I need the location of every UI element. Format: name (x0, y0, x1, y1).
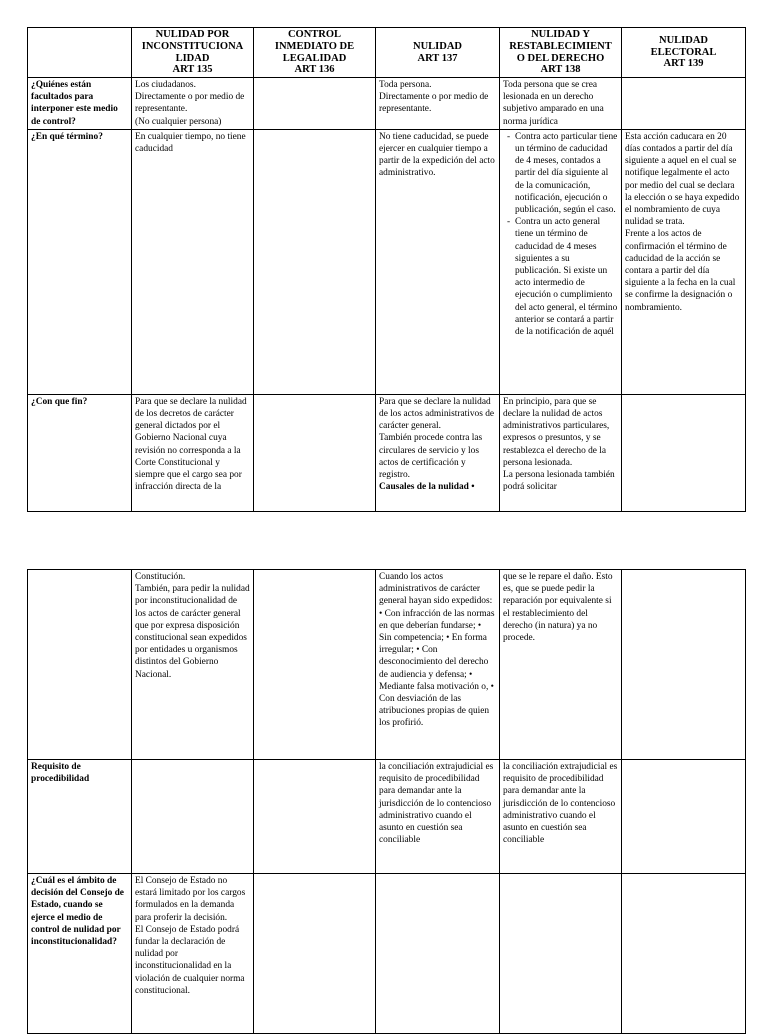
header-control-inmediato: CONTROL INMEDIATO DE LEGALIDAD ART 136 (254, 28, 376, 78)
cell-fin-c3 (376, 394, 500, 511)
cell-ambito-c1: El Consejo de Estado no estará limitado por los cargos formulados en la demanda para proferir la decisión. El Consejo de Estado podrá fundar la declaración de nulidad por inconstitucionalidad en la violación de cualquier norma constitucional. (132, 874, 254, 1034)
header-nulidad-restablecimiento: NULIDAD Y RESTABLECIMIENT O DEL DERECHO ART 138 (500, 28, 622, 78)
cell-ambito-c2 (254, 874, 376, 1034)
cell-ambito-c5 (622, 874, 746, 1034)
comparison-table-top (27, 27, 746, 512)
cell-termino-c3: No tiene caducidad, se puede ejercer en cualquier tiempo a partir de la expedición del acto administrativo. (376, 129, 500, 394)
header-nulidad-inconstitucionalidad: NULIDAD POR INCONSTITUCIONA LIDAD ART 135 (132, 28, 254, 78)
header-nulidad: NULIDAD ART 137 (376, 28, 500, 78)
list-item: - Contra un acto general tiene un término de caducidad de 4 meses siguientes a su publicación. Si existe un acto intermedio de ejecución o cumplimiento del acto general, el término anterior se contará a partir de la notificación de aquél (515, 216, 618, 338)
cell-termino-c1: En cualquier tiempo, no tiene caducidad (132, 129, 254, 394)
cell-fincont-c3: Cuando los actos administrativos de carácter general hayan sido expedidos: • Con infracción de las normas en que deberían fundarse; • Sin competencia; • En forma irregular; • Con desconocimiento del derecho de audiencia y defensa; • Mediante falsa motivación o, • Con desviación de las atribuciones propias de quien los profirió. (376, 570, 500, 760)
cell-fin-c1: Para que se declare la nulidad de los decretos de carácter general dictados por el Gobierno Nacional cuya revisión no corresponda a la Corte Constitucional y siempre que el cargo sea por infracción directa de la (132, 394, 254, 511)
cell-ambito-c3 (376, 874, 500, 1034)
row-quienes (28, 78, 746, 130)
row-label-requisito: Requisito de procedibilidad (28, 760, 132, 874)
cell-quienes-c2 (254, 78, 376, 130)
cell-requisito-c3: la conciliación extrajudicial es requisito de procedibilidad para demandar ante la jurisdicción de lo contencioso administrativo cuando el asunto en cuestión sea conciliable (376, 760, 500, 874)
cell-fincont-c1: Constitución. También, para pedir la nulidad por inconstitucionalidad de los actos de carácter general que por expresa disposición constitucional sean expedidos por entidades u organismos distintos del Gobierno Nacional. (132, 570, 254, 760)
cell-fin-c4: En principio, para que se declare la nulidad de actos administrativos particulares, expresos o presuntos, y se restablezca el derecho de la persona lesionada. La persona lesionada también podrá solicitar (500, 394, 622, 511)
row-label-quienes: ¿Quiénes están facultados para interponer este medio de control? (28, 78, 132, 130)
row-label-fin-continued (28, 570, 132, 760)
cell-requisito-c1 (132, 760, 254, 874)
cell-fincont-c5 (622, 570, 746, 760)
row-requisito (28, 760, 746, 874)
cell-ambito-c4 (500, 874, 622, 1034)
row-label-ambito: ¿Cuál es el ámbito de decisión del Consejo de Estado, cuando se ejerce el medio de control de nulidad por inconstitucionalidad? (28, 874, 132, 1034)
header-empty-cell (28, 28, 132, 78)
row-label-fin: ¿Con que fin? (28, 394, 132, 511)
header-nulidad-electoral: NULIDAD ELECTORAL ART 139 (622, 28, 746, 78)
cell-requisito-c2 (254, 760, 376, 874)
row-label-termino: ¿En qué término? (28, 129, 132, 394)
termino-list (503, 131, 618, 338)
list-item: - Contra acto particular tiene un término de caducidad de 4 meses, contados a partir del día siguiente al de la comunicación, notificación, ejecución o publicación, según el caso. (515, 131, 618, 216)
cell-fin-c2 (254, 394, 376, 511)
row-fin (28, 394, 746, 511)
cell-fincont-c2 (254, 570, 376, 760)
row-fin-continued (28, 570, 746, 760)
cell-termino-c4 (500, 129, 622, 394)
cell-termino-c5: Esta acción caducara en 20 días contados a partir del día siguiente a aquel en el cual se notifique legalmente el acto por medio del cual se declara la elección o se haya expedido el nombramiento de cuya nulidad se trata. Frente a los actos de confirmación el término de caducidad de la acción se contara a partir del día siguiente a la fecha en la cual se confirme la designación o nombramiento. (622, 129, 746, 394)
cell-termino-c2 (254, 129, 376, 394)
cell-fin-c5 (622, 394, 746, 511)
cell-quienes-c3: Toda persona. Directamente o por medio de representante. (376, 78, 500, 130)
row-ambito (28, 874, 746, 1034)
cell-requisito-c5 (622, 760, 746, 874)
comparison-table-bottom (27, 569, 746, 1034)
fin-c3-text: Para que se declare la nulidad de los actos administrativos de carácter general. También procede contra las circulares de servicio y los actos de certificación y registro. (379, 396, 495, 481)
header-row (28, 28, 746, 78)
cell-fincont-c4: que se le repare el daño. Esto es, que se puede pedir la reparación por equivalente si el restablecimiento del derecho (in natura) ya no procede. (500, 570, 622, 760)
cell-quienes-c4: Toda persona que se crea lesionada en un derecho subjetivo amparado en una norma jurídica (500, 78, 622, 130)
cell-requisito-c4: la conciliación extrajudicial es requisito de procedibilidad para demandar ante la jurisdicción de lo contencioso administrativo cuando el asunto en cuestión sea conciliable (500, 760, 622, 874)
row-termino (28, 129, 746, 394)
cell-quienes-c1: Los ciudadanos. Directamente o por medio de representante. (No cualquier persona) (132, 78, 254, 130)
cell-quienes-c5 (622, 78, 746, 130)
causales-heading: Causales de la nulidad • (379, 482, 475, 493)
